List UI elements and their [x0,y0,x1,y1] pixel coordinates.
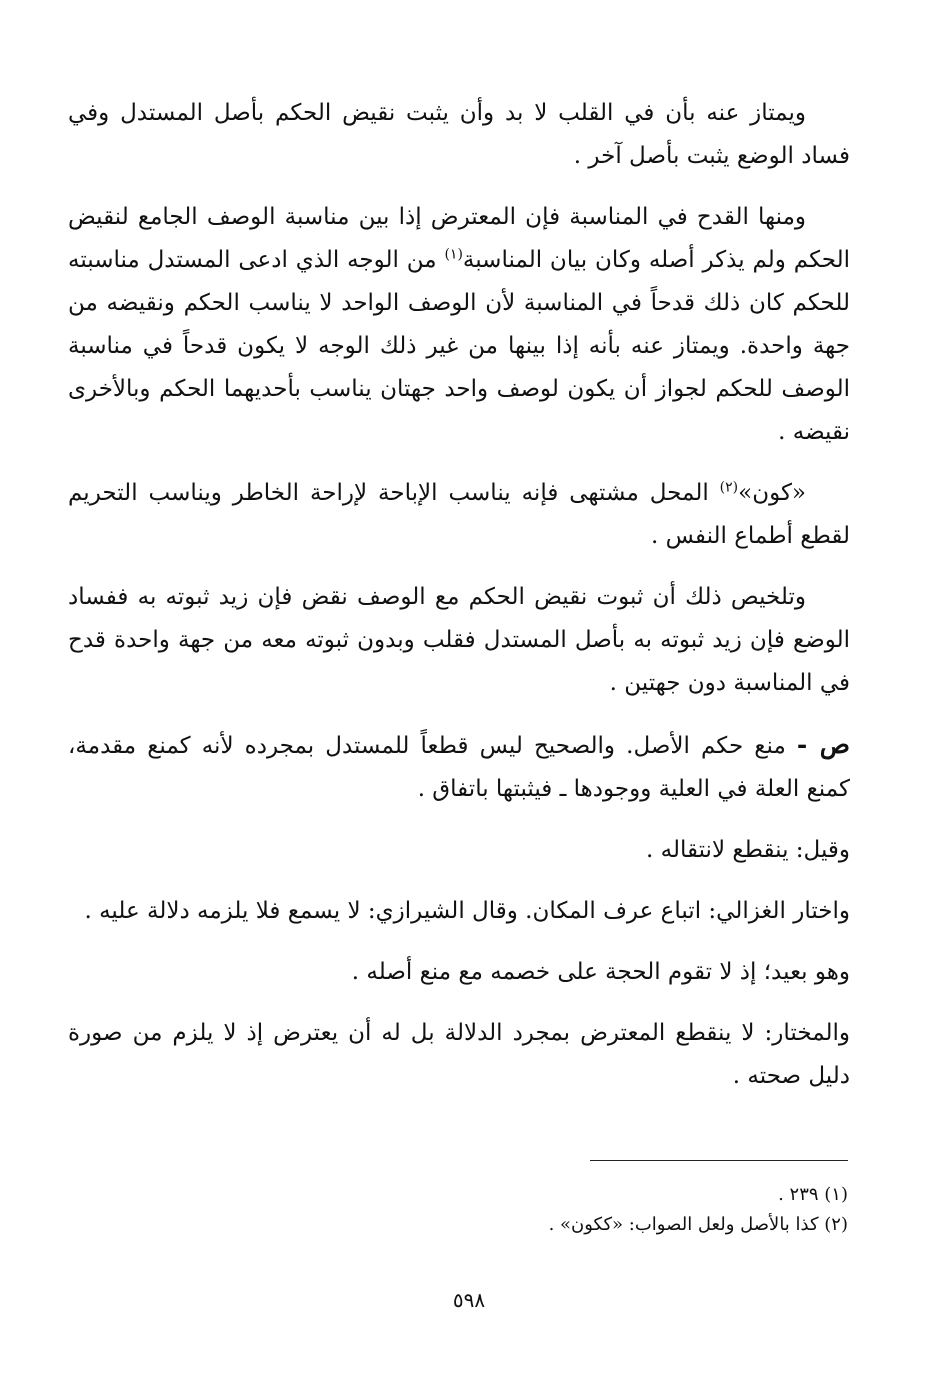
page-body [68,92,850,1116]
paragraph-3-end: المحل مشتهى فإنه يناسب الإباحة لإراحة الخاطر ويناسب التحريم لقطع أطماع النفس . [68,480,850,549]
footnote-ref-2[interactable]: (٢) [719,479,739,496]
paragraph-7: واختار الغزالي: اتباع عرف المكان. وقال الشيرازي: لا يسمع فلا يلزمه دلالة عليه . [84,898,850,924]
footnote-2: (٢) كذا بالأصل ولعل الصواب: «ككون» . [548,1214,848,1235]
paragraph-6: وقيل: ينقطع لانتقاله . [646,837,850,863]
footnote-1: (١) ٢٣٩ . [778,1184,848,1205]
sad-marker: ص - [796,730,850,759]
footnote-divider [590,1160,848,1161]
paragraph-1: ويمتاز عنه بأن في القلب لا بد وأن يثبت نقيض الحكم بأصل المستدل وفي فساد الوضع يثبت بأصل آخر . [68,100,850,169]
footnote-ref-1[interactable]: (١) [444,246,463,263]
page-number: ٥٩٨ [452,1288,486,1312]
paragraph-5 [68,723,850,811]
paragraph-2-end: من الوجه الذي ادعى المستدل مناسبته للحكم كان ذلك قدحاً في المناسبة لأن الوصف الواحد لا يناسب الحكم ونقيضه من جهة واحدة. ويمتاز عنه بأنه إذا بينها من غير ذلك الوجه لا يكون قدحاً في مناسبة الوصف للحكم لجواز أن يكون لوصف واحد جهتان يناسب بأحديهما الحكم وبالأخرى نقيضه . [68,247,850,445]
paragraph-8: وهو بعيد؛ إذ لا تقوم الحجة على خصمه مع منع أصله . [351,959,850,985]
paragraph-2-start: ومنها القدح في المناسبة فإن المعترض إذا بين مناسبة الوصف الجامع لنقيض الحكم ولم يذكر أصله وكان بيان المناسبة [68,204,851,273]
paragraph-2 [68,196,850,454]
paragraph-3-start: «كون» [738,480,806,506]
footnotes [300,1180,848,1240]
paragraph-4: وتلخيص ذلك أن ثبوت نقيض الحكم مع الوصف نقض فإن زيد ثبوته به ففساد الوضع فإن زيد ثبوته به بأصل المستدل فقلب وبدون ثبوته معه من جهة واحدة قدح في المناسبة دون جهتين . [68,584,850,696]
paragraph-5-text: منع حكم الأصل. والصحيح ليس قطعاً للمستدل بمجرده لأنه كمنع مقدمة، كمنع العلة في العلية ووجودها ـ فيثبتها باتفاق . [68,733,850,802]
paragraph-9: والمختار: لا ينقطع المعترض بمجرد الدلالة بل له أن يعترض إذ لا يلزم من صورة دليل صحته . [68,1020,850,1089]
paragraph-3 [68,472,850,558]
